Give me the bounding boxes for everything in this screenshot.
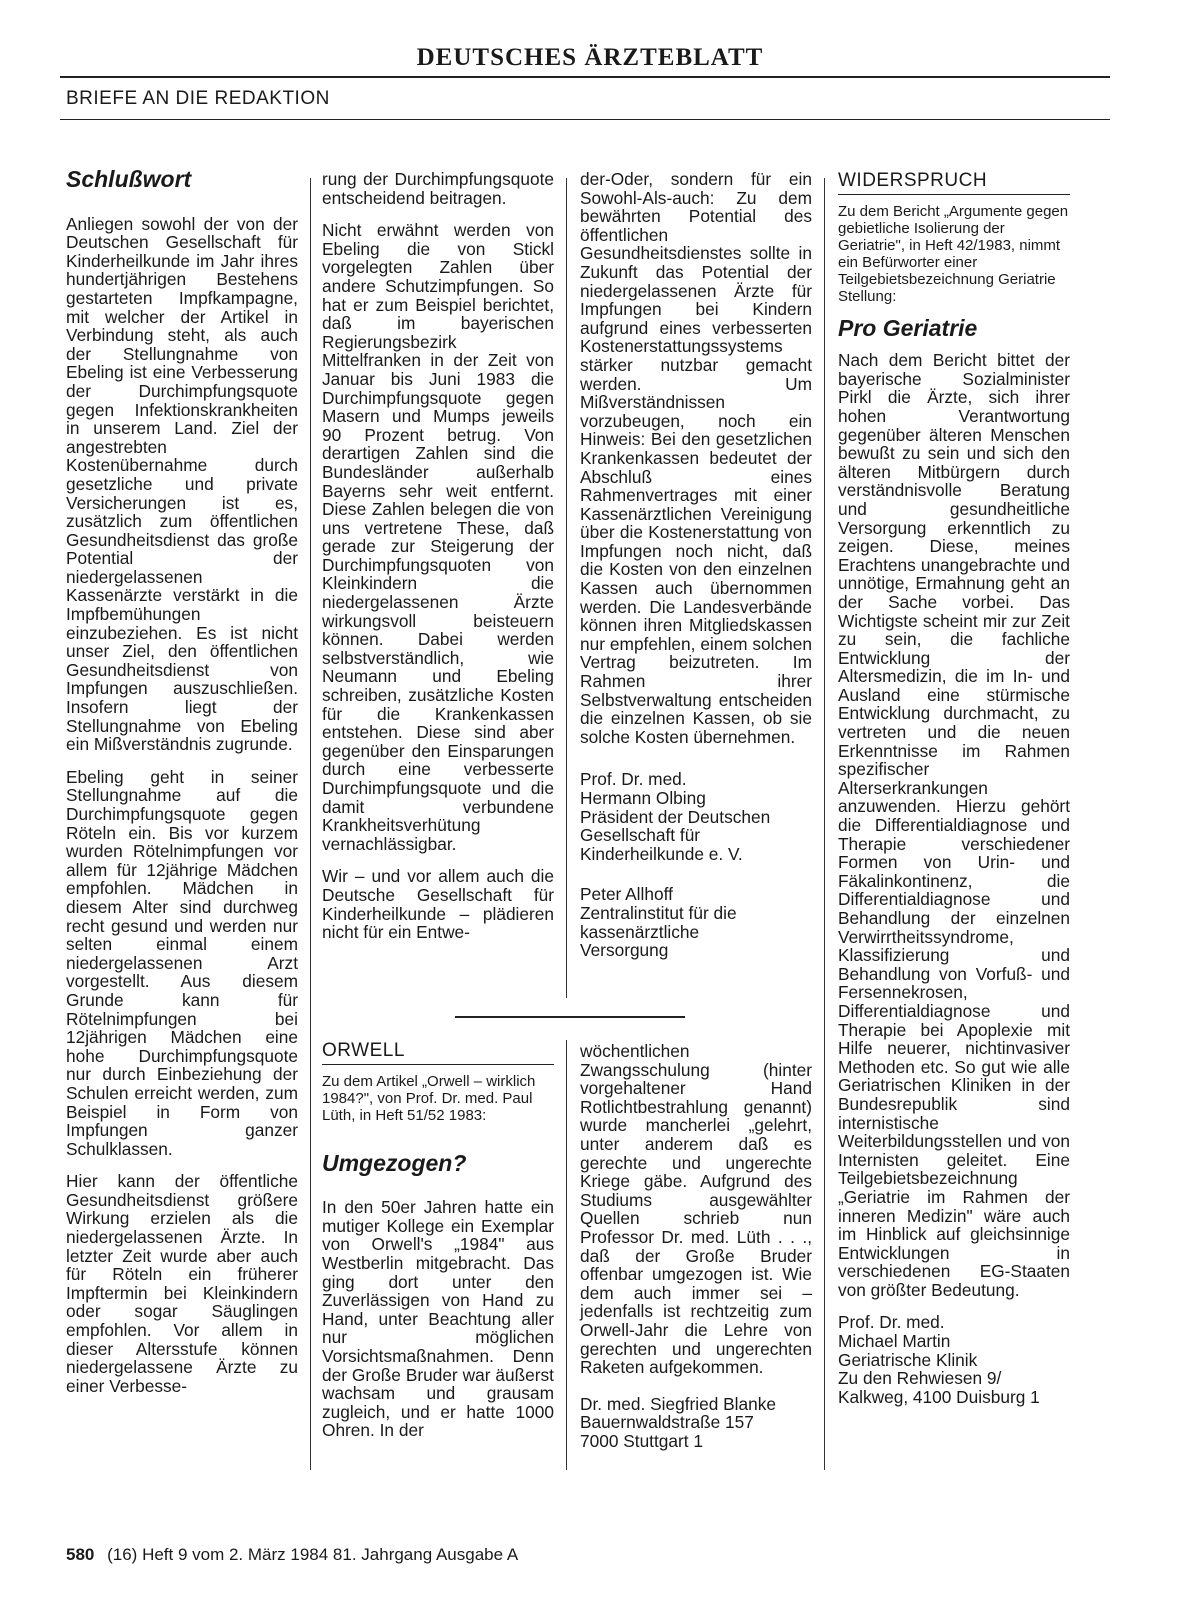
orwell-title: Umgezogen? bbox=[322, 1149, 467, 1176]
schlusswort-title: Schlußwort bbox=[66, 166, 192, 192]
column-3-upper bbox=[580, 170, 812, 974]
page-number: 580 bbox=[66, 1545, 95, 1564]
schlusswort-paragraph-2: Ebeling geht in seiner Stellungnahme auf die Durchimpfungsquote gegen Röteln ein. Bis vor kurzem wurden Rötelnimpfungen vor allem für 12jährige Mädchen empfohlen. Mädchen in diesem Alter sind durchweg recht gesund und werden nur selten einmal einem niedergelassenen Arzt vorgestellt. Aus diesem Grunde kann für Rötelnimpfungen bei 12jährigen Mädchen eine hohe Durchimpfungsquote nur durch Einbeziehung der Schulen erreicht werden, zum Beispiel in Form von Impfungen ganzer Schulklassen. bbox=[66, 766, 298, 1159]
widerspruch-kicker: WIDERSPRUCH bbox=[838, 172, 1070, 195]
column-2-lower bbox=[322, 1042, 554, 1440]
signature-olbing: Prof. Dr. med. Hermann Olbing Präsident der Deutschen Gesellschaft für Kinderheilkunde e. V. bbox=[580, 769, 771, 864]
schlusswort-paragraph-4: rung der Durchimpfungsquote entscheidend beitragen. bbox=[322, 169, 554, 208]
signature-blanke: Dr. med. Siegfried Blanke Bauernwaldstraße 157 7000 Stuttgart 1 bbox=[580, 1393, 776, 1451]
footer bbox=[66, 1545, 518, 1565]
column-divider-2-lower bbox=[566, 1040, 567, 1470]
widerspruch-title: Pro Geriatrie bbox=[838, 314, 978, 341]
orwell-paragraph-2: wöchentlichen Zwangsschulung (hinter vorgehaltener Hand Rotlichtbestrahlung genannt) wurde mancherlei „gelehrt, unter anderem daß es gerechte und ungerechte Kriege gäbe. Aufgrund des Studiums ausgewählter Quellen schrieb nun Professor Dr. med. Lüth . . ., daß der Große Bruder offenbar umgezogen ist. Wie dem auch immer sei – jedenfalls ist rechtzeitig zum Orwell-Jahr die Lehre von gerechten und ungerechten Raketen aufgekommen. bbox=[580, 1041, 812, 1378]
schlusswort-paragraph-6: Wir – und vor allem auch die Deutsche Gesellschaft für Kinderheilkunde – plädieren nicht für ein Entwe- bbox=[322, 866, 554, 943]
section-title: BRIEFE AN DIE REDAKTION bbox=[66, 88, 330, 109]
widerspruch-intro: Zu dem Bericht „Argumente gegen gebietliche Isolierung der Geriatrie", in Heft 42/1983, nimmt ein Befürworter einer Teilgebietsbezeichnung Geriatrie Stellung: bbox=[838, 202, 1069, 305]
column-divider-1 bbox=[310, 178, 311, 1470]
column-3-lower bbox=[580, 1042, 812, 1464]
signature-martin: Prof. Dr. med. Michael Martin Geriatrische Klinik Zu den Rehwiesen 9/ Kalkweg, 4100 Duisburg 1 bbox=[838, 1312, 1040, 1407]
schlusswort-paragraph-7: der-Oder, sondern für ein Sowohl-Als-auch: Zu dem bewährten Potential des öffentlichen Gesundheitsdienstes sollte in Zukunft das Potential der niedergelassenen Ärzte für Impfungen bei Kindern aufgrund eines verbesserten Kostenerstattungssystems stärker nutzbar gemacht werden. Um Mißverständnissen vorzubeugen, noch ein Hinweis: Bei den gesetzlichen Krankenkassen bedeutet der Abschluß eines Rahmenvertrages mit einer Kassenärztlichen Vereinigung über die Kostenerstattung von Impfungen noch nicht, daß die Kosten von den einzelnen Kassen auch übernommen werden. Die Landesverbände können ihren Mitgliedskassen nur empfehlen, einem solchen Vertrag beizutreten. Im Rahmen ihrer Selbstverwaltung entscheiden die einzelnen Kassen, ob sie solche Kosten übernehmen. bbox=[580, 169, 812, 747]
column-4 bbox=[838, 172, 1070, 1420]
section-rule bbox=[60, 119, 1110, 120]
orwell-kicker: ORWELL bbox=[322, 1042, 554, 1065]
signature-allhoff: Peter Allhoff Zentralinstitut für die kassenärztliche Versorgung bbox=[580, 884, 737, 961]
masthead: DEUTSCHES ÄRZTEBLATT bbox=[416, 44, 764, 71]
orwell-paragraph-1: In den 50er Jahren hatte ein mutiger Kollege ein Exemplar von Orwell's „1984" aus Westberlin mitgebracht. Das ging dort unter den Zuverlässigen von Hand zu Hand, unter Beachtung aller nur möglichen Vorsichtsmaßnahmen. Denn der Große Bruder war äußerst wachsam und grausam zugleich, und er hatte 1000 Ohren. In der bbox=[322, 1197, 554, 1441]
column-divider-2 bbox=[566, 178, 567, 998]
schlusswort-paragraph-5: Nicht erwähnt werden von Ebeling die von Stickl vorgelegten Zahlen über andere Schutzimpfungen. So hat er zum Beispiel berichtet, daß im bayerischen Regierungsbezirk Mittelfranken in der Zeit von Januar bis Juni 1983 die Durchimpfungsquote gegen Masern und Mumps jeweils 90 Prozent betrug. Von derartigen Zahlen sind die Bundesländer außerhalb Bayerns sehr weit entfernt. Diese Zahlen belegen die von uns vertretene These, daß gerade zur Steigerung der Durchimpfungsquoten von Kleinkindern die niedergelassenen Ärzte wirkungsvoll beisteuern können. Dabei werden selbstverständlich, wie Neumann und Ebeling schreiben, zusätzliche Kosten für die Krankenkassen entstehen. Diese sind aber gegenüber den Einsparungen durch eine verbesserte Durchimpfungsquote und die damit verbundene Krankheitsverhütung vernachlässigbar. bbox=[322, 220, 554, 854]
column-1 bbox=[66, 166, 298, 1396]
orwell-intro: Zu dem Artikel „Orwell – wirklich 1984?", von Prof. Dr. med. Paul Lüth, in Heft 51/52 1983: bbox=[322, 1072, 536, 1124]
column-2-upper bbox=[322, 170, 554, 942]
column-divider-3 bbox=[824, 178, 825, 1470]
schlusswort-paragraph-1: Anliegen sowohl der von der Deutschen Gesellschaft für Kinderheilkunde im Jahr ihres hundertjährigen Bestehens gestarteten Impfkampagne, mit welcher der Artikel in Verbindung steht, als auch der Stellungnahme von Ebeling ist eine Verbesserung der Durchimpfungsquote gegen Infektionskrankheiten in unserem Land. Ziel der angestrebten Kostenübernahme durch gesetzliche und private Versicherungen ist es, zusätzlich zum öffentlichen Gesundheitsdienst das große Potential der niedergelassenen Kassenärzte verstärkt in die Impfbemühungen einzubeziehen. Es ist nicht unser Ziel, den öffentlichen Gesundheitsdienst von Impfungen auszuschließen. Insofern liegt der Stellungnahme von Ebeling ein Mißverständnis zugrunde. bbox=[66, 213, 298, 755]
article-separator bbox=[455, 1016, 685, 1018]
footer-issue: (16) Heft 9 vom 2. März 1984 81. Jahrgang Ausgabe A bbox=[107, 1545, 519, 1564]
masthead-rule bbox=[60, 76, 1110, 78]
schlusswort-paragraph-3: Hier kann der öffentliche Gesundheitsdienst größere Wirkung erzielen als die niedergelassenen Ärzte. In letzter Zeit wurde aber auch für Röteln ein früherer Impftermin bei Kleinkindern oder sogar Säuglingen empfohlen. Vor allem in dieser Altersstufe können niedergelassene Ärzte zu einer Verbesse- bbox=[66, 1171, 298, 1396]
widerspruch-paragraph-1: Nach dem Bericht bittet der bayerische Sozialminister Pirkl die Ärzte, sich ihrer hohen Verantwortung gegenüber älteren Menschen bewußt zu sein und sich den älteren Mitbürgern durch verständnisvolle Beratung und gesundheitliche Versorgung erkenntlich zu zeigen. Diese, meines Erachtens unangebrachte und unnötige, Ermahnung geht an der Sache vorbei. Das Wichtigste scheint mir zur Zeit zu sein, die fachliche Entwicklung der Altersmedizin, die im In- und Ausland eine stürmische Entwicklung durchmacht, zu vertreten und die neuen Erkenntnisse im Rahmen spezifischer Alterserkrankungen anzuwenden. Hierzu gehört die Differentialdiagnose und Therapie verschiedener Formen von Urin- und Fäkalinkontinenz, die Differentialdiagnose und Behandlung der einzelnen Verwirrtheitssyndrome, Klassifizierung und Behandlung von Vorfuß- und Fersennekrosen, Differentialdiagnose und Therapie bei Apoplexie mit Hilfe neuerer, nichtinvasiver Methoden etc. So gut wie alle Geriatrischen Kliniken in der Bundesrepublik sind internistische Weiterbildungsstellen und von Internisten geleitet. Eine Teilgebietsbezeichnung „Geriatrie im Rahmen der inneren Medizin" wäre auch im Hinblick auf gleichsinnige Entwicklungen in verschiedenen EG-Staaten von größter Bedeutung. bbox=[838, 350, 1070, 1300]
